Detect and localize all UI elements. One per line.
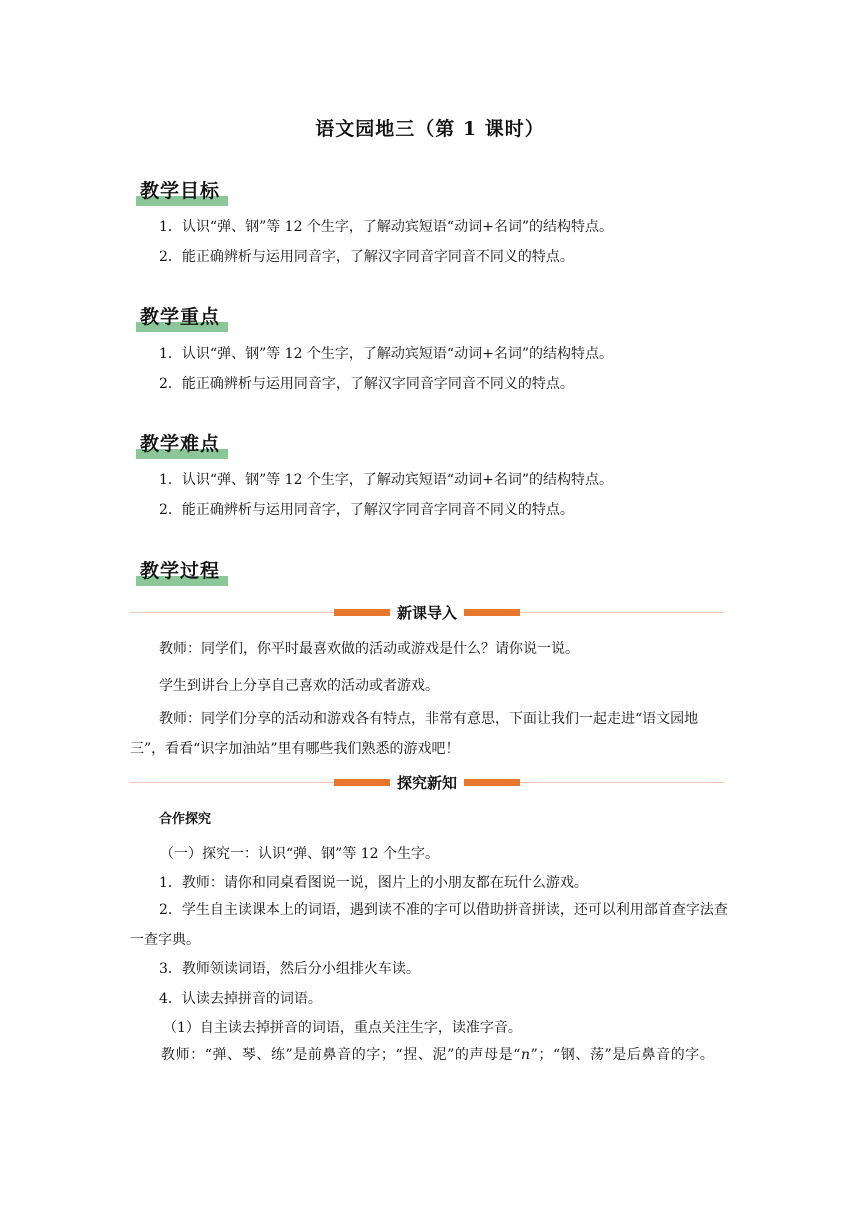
explore-line-2: 1．教师：请你和同桌看图说一说，图片上的小朋友都在玩什么游戏。 [159, 875, 588, 891]
explore-line-1: （一）探究一：认识“弹、钢”等 12 个生字。 [160, 846, 440, 862]
intro-paragraph-2: 学生到讲台上分享自己喜欢的活动或者游戏。 [159, 678, 439, 694]
goals-item-2: 2．能正确辨析与运用同音字，了解汉字同音字同音不同义的特点。 [159, 249, 574, 265]
heading-text: 教学过程 [140, 560, 221, 582]
section-heading-goals [140, 176, 220, 208]
explore-line-5: 4．认读去掉拼音的词语。 [159, 991, 322, 1007]
document-title: 语文园地三（第 1 课时） [315, 118, 545, 140]
difficulties-item-1: 1．认识“弹、钢”等 12 个生字，了解动宾短语“动词+名词”的结构特点。 [159, 472, 613, 488]
explore-line-4: 3．教师领读词语，然后分小组排火车读。 [159, 961, 420, 977]
divider-explore [130, 772, 724, 794]
explore-line-7: 教师：“弹、琴、练”是前鼻音的字；“捏、泥”的声母是“n”；“钢、荡”是后鼻音的字。 [161, 1047, 715, 1063]
divider-label: 新课导入 [390, 602, 464, 623]
section-heading-key-points [140, 302, 220, 334]
goals-item-1: 1．认识“弹、钢”等 12 个生字，了解动宾短语“动词+名词”的结构特点。 [159, 219, 613, 235]
intro-paragraph-3: 教师：同学们分享的活动和游戏各有特点，非常有意思，下面让我们一起走进“语文园地三”，看看“识字加油站”里有哪些我们熟悉的游戏吧！ [130, 711, 699, 757]
explore-line-6: （1）自主读去掉拼音的词语，重点关注生字，读准字音。 [163, 1020, 522, 1036]
heading-text: 教学难点 [140, 433, 221, 455]
section-heading-difficulties [140, 429, 220, 461]
key-points-item-2: 2．能正确辨析与运用同音字，了解汉字同音字同音不同义的特点。 [159, 376, 574, 392]
divider-intro [130, 602, 724, 624]
section-heading-process [140, 556, 220, 588]
key-points-item-1: 1．认识“弹、钢”等 12 个生字，了解动宾短语“动词+名词”的结构特点。 [159, 346, 613, 362]
heading-text: 教学目标 [140, 180, 221, 202]
heading-text: 教学重点 [140, 306, 221, 328]
intro-paragraph-1: 教师：同学们，你平时最喜欢做的活动或游戏是什么？请你说一说。 [159, 641, 579, 657]
difficulties-item-2: 2．能正确辨析与运用同音字，了解汉字同音字同音不同义的特点。 [159, 502, 574, 518]
sub-heading-cooperative: 合作探究 [159, 812, 212, 827]
divider-label: 探究新知 [390, 772, 464, 793]
explore-line-3: 2．学生自主读课本上的词语，遇到读不准的字可以借助拼音拼读，还可以利用部首查字法查一查字典。 [130, 902, 728, 948]
